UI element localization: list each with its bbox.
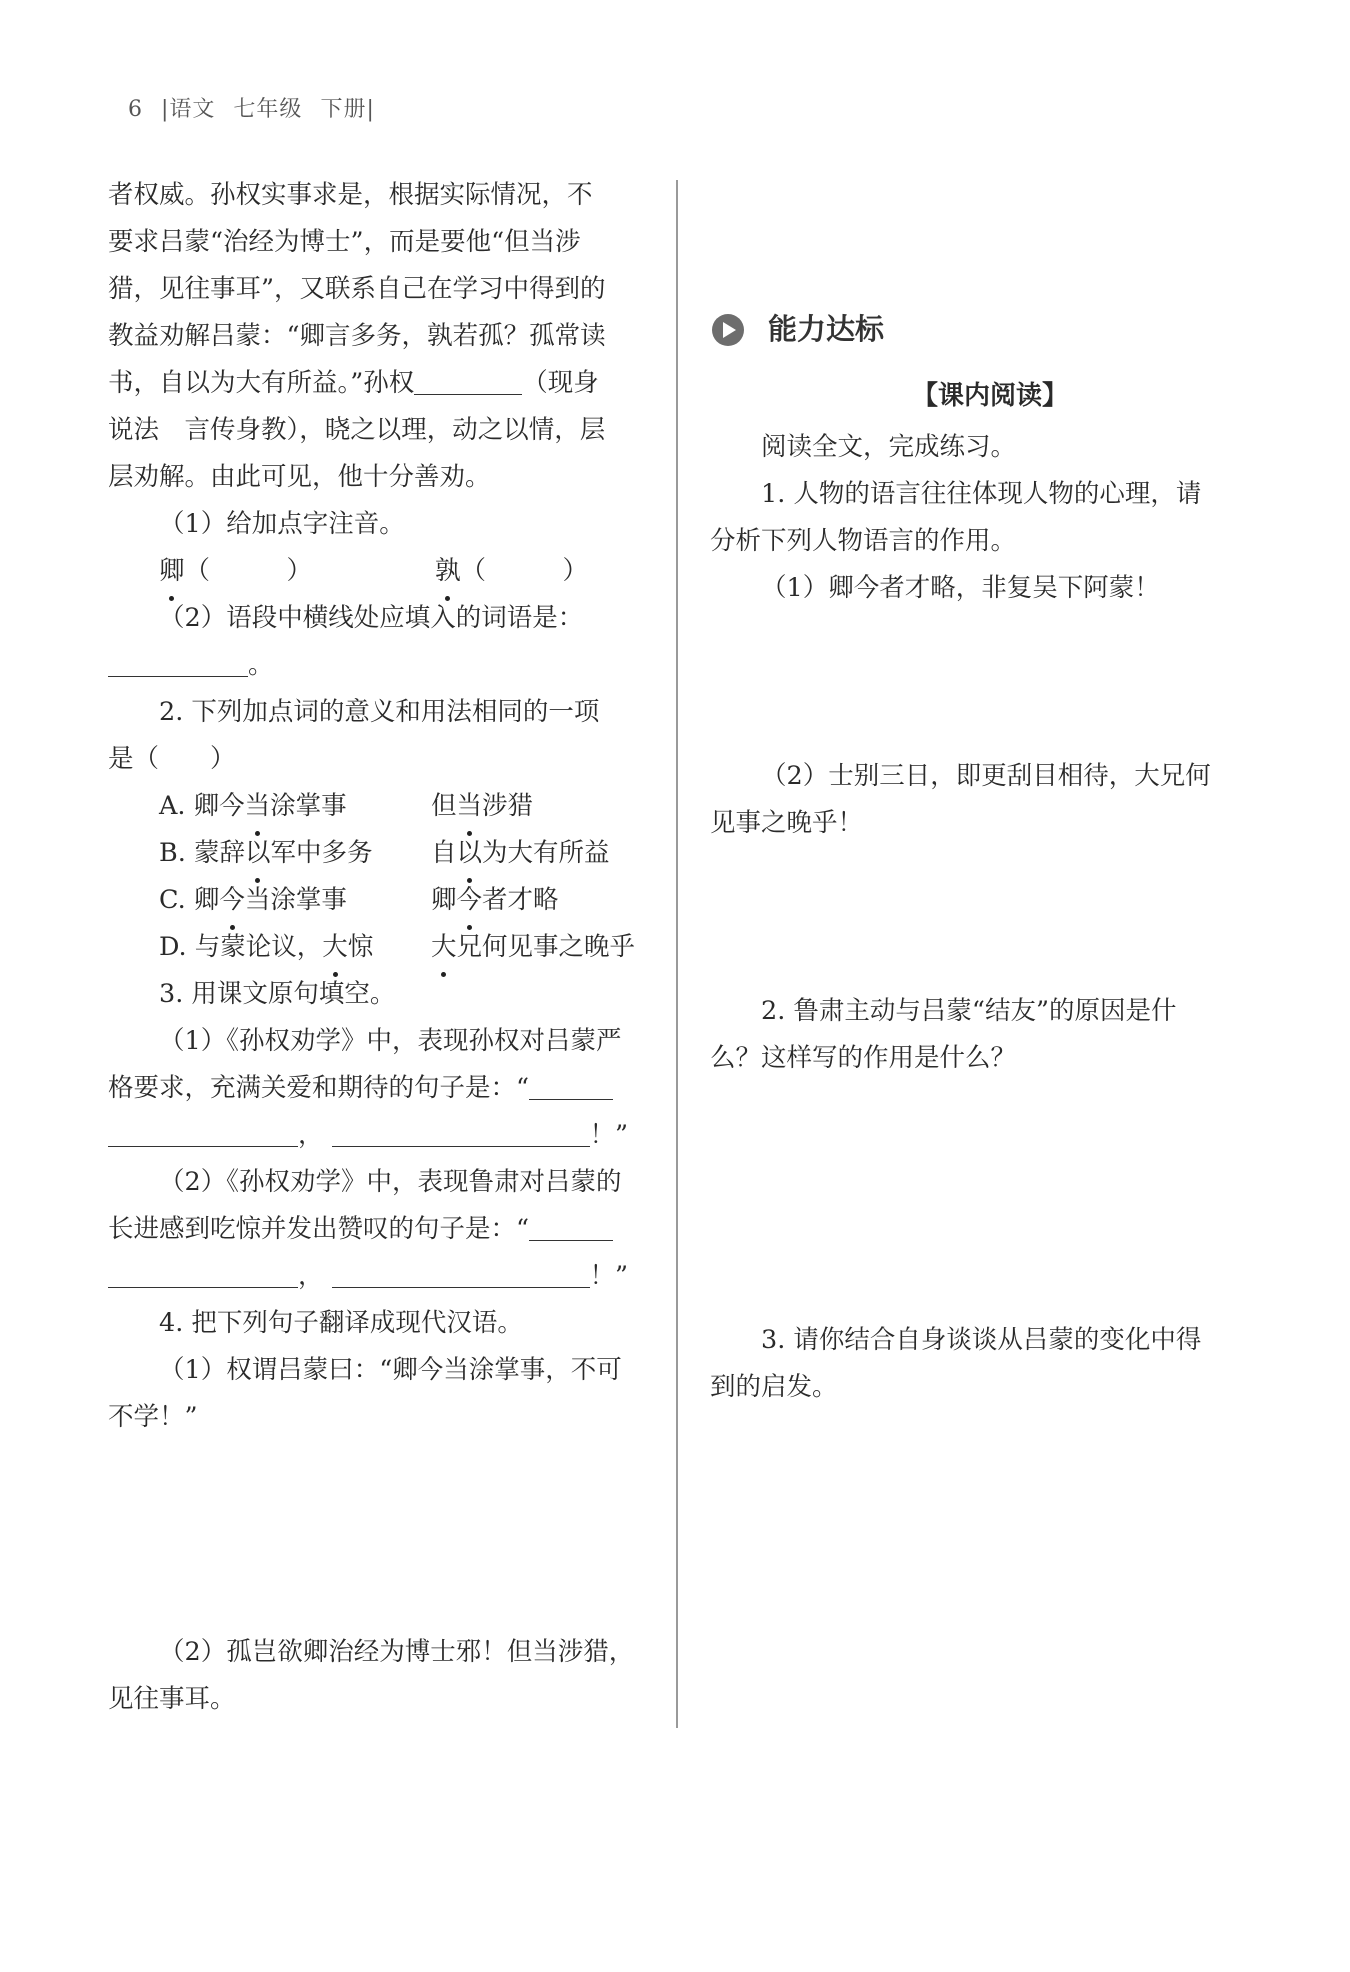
column-divider — [676, 180, 678, 1728]
question-r1-1: （1）卿今者才略，非复吴下阿蒙！ — [761, 573, 1160, 603]
question-4-1-cont: 不学！” — [108, 1402, 198, 1432]
answer-line: ， ！” — [108, 1112, 656, 1159]
question-r3: 3. 请你结合自身谈谈从吕蒙的变化中得 — [761, 1325, 1202, 1355]
question-r3-cont: 到的启发。 — [710, 1372, 838, 1402]
option-a[interactable]: A. 卿今当涂掌事 但当涉猎 — [108, 783, 656, 830]
dotted-char: 孰 — [435, 548, 461, 595]
passage-line: 说法 言传身教），晓之以理，动之以情，层 — [108, 415, 606, 445]
answer-blank[interactable] — [414, 369, 522, 396]
question-r2-cont: 么？这样写的作用是什么？ — [710, 1043, 1017, 1073]
passage-line: 教益劝解吕蒙：“卿言多务，孰若孤？孤常读 — [108, 321, 606, 351]
question-4-2: （2）孤岂欲卿治经为博士邪！但当涉猎， — [159, 1637, 635, 1667]
option-c[interactable]: C. 卿今当涂掌事 卿今者才略 — [108, 877, 656, 924]
passage-line: 书，自以为大有所益。”孙权 （现身 — [108, 368, 599, 398]
passage-line: 层劝解。由此可见，他十分善劝。 — [108, 462, 491, 492]
passage-line: 要求吕蒙“治经为博士”，而是要他“但当涉 — [108, 227, 581, 257]
answer-blank[interactable] — [108, 651, 248, 678]
option-d[interactable]: D. 与蒙论议，大惊 大兄何见事之晚乎 — [108, 924, 656, 971]
answer-space[interactable] — [710, 847, 1270, 988]
question-4-1: （1）权谓吕蒙曰：“卿今当涂掌事，不可 — [159, 1355, 622, 1385]
section-header — [710, 306, 1270, 353]
question-4-2-cont: 见往事耳。 — [108, 1684, 236, 1714]
question-3-2-cont: 长进感到吃惊并发出赞叹的句子是：“ — [108, 1206, 656, 1253]
instruction: 阅读全文，完成练习。 — [761, 432, 1017, 462]
top-spacer — [710, 172, 1270, 282]
left-column — [108, 172, 656, 1723]
answer-blank[interactable] — [529, 1074, 613, 1101]
question-1-2: （2）语段中横线处应填入的词语是： — [159, 603, 584, 633]
question-r1-cont: 分析下列人物语言的作用。 — [710, 526, 1017, 556]
passage-line: 者权威。孙权实事求是，根据实际情况，不 — [108, 180, 593, 210]
question-3: 3. 用课文原句填空。 — [159, 979, 396, 1009]
question-3-1: （1）《孙权劝学》中，表现孙权对吕蒙严 — [159, 1026, 622, 1056]
subject-label: |语文 — [161, 97, 216, 122]
question-3-1-cont: 格要求，充满关爱和期待的句子是：“ — [108, 1065, 656, 1112]
answer-space[interactable] — [108, 1441, 656, 1629]
question-1-1: （1）给加点字注音。 — [159, 509, 405, 539]
right-column — [710, 172, 1270, 1411]
answer-space[interactable] — [710, 1082, 1270, 1317]
subheading: 【课内阅读】 — [911, 381, 1068, 411]
dotted-char: 卿 — [159, 548, 185, 595]
question-3-2: （2）《孙权劝学》中，表现鲁肃对吕蒙的 — [159, 1167, 622, 1197]
answer-line: 。 — [108, 642, 656, 689]
answer-blank[interactable] — [529, 1215, 613, 1242]
question-2: 2. 下列加点词的意义和用法相同的一项 — [159, 697, 600, 727]
answer-blank[interactable] — [108, 1262, 298, 1289]
grade-label: 七年级 — [233, 97, 303, 122]
question-r1-2-cont: 见事之晚乎！ — [710, 808, 864, 838]
page-number: 6 — [128, 97, 143, 122]
section-title: 能力达标 — [768, 312, 885, 346]
answer-blank[interactable] — [108, 1121, 298, 1148]
passage-line: 猎，见往事耳”，又联系自己在学习中得到的 — [108, 274, 606, 304]
answer-space[interactable] — [710, 612, 1270, 753]
volume-label: 下册| — [320, 97, 375, 122]
answer-paren[interactable]: （ ） — [184, 556, 313, 586]
question-r1-2: （2）士别三日，即更刮目相待，大兄何 — [761, 761, 1211, 791]
pinyin-row — [108, 548, 656, 595]
play-icon — [712, 314, 744, 346]
answer-line: ， ！” — [108, 1253, 656, 1300]
question-r2: 2. 鲁肃主动与吕蒙“结友”的原因是什 — [761, 996, 1177, 1026]
question-4: 4. 把下列句子翻译成现代汉语。 — [159, 1308, 523, 1338]
question-2-cont[interactable]: 是（ ） — [108, 744, 236, 774]
page-header — [128, 92, 385, 123]
answer-blank[interactable] — [332, 1121, 590, 1148]
question-r1: 1. 人物的语言往往体现人物的心理，请 — [761, 479, 1202, 509]
answer-blank[interactable] — [332, 1262, 590, 1289]
option-b[interactable]: B. 蒙辞以军中多务 自以为大有所益 — [108, 830, 656, 877]
answer-paren[interactable]: （ ） — [460, 556, 589, 586]
